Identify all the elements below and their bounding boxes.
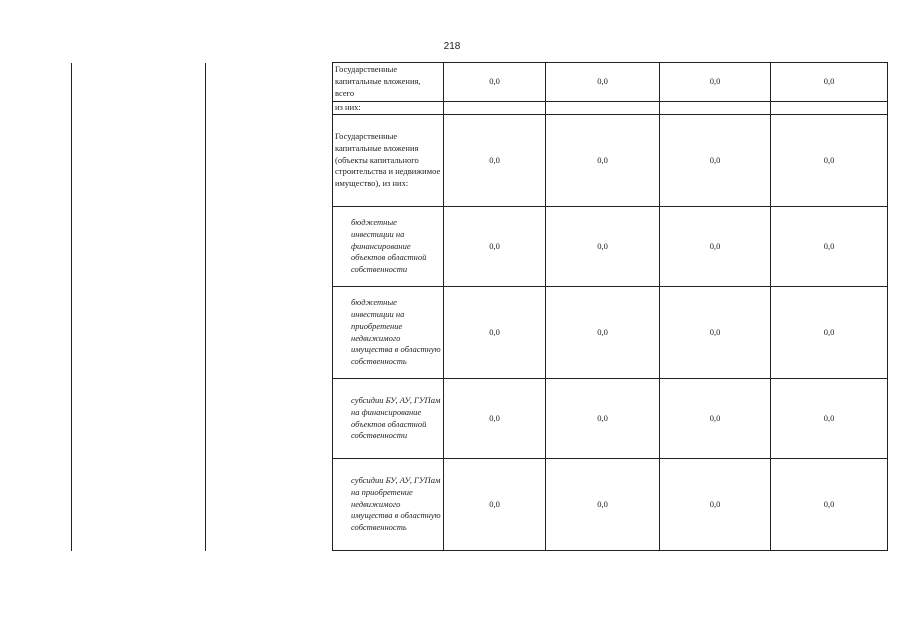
second-column-border (205, 63, 206, 551)
value-cell: 0,0 (771, 207, 888, 287)
table-row (333, 207, 888, 287)
value-cell: 0,0 (444, 459, 546, 551)
table-row (333, 115, 888, 207)
row-label: Государственные капитальные вложения, всего (333, 63, 444, 102)
value-cell: 0,0 (444, 63, 546, 102)
row-label: бюджетные инвестиции на финансирование объектов областной собственности (333, 207, 444, 287)
value-cell: 0,0 (444, 207, 546, 287)
value-cell: 0,0 (546, 115, 660, 207)
value-cell: 0,0 (444, 287, 546, 379)
table-row (333, 63, 888, 102)
value-cell: 0,0 (771, 459, 888, 551)
value-cell (660, 102, 771, 115)
value-cell: 0,0 (660, 287, 771, 379)
table-row (333, 102, 888, 115)
table-row (333, 459, 888, 551)
value-cell: 0,0 (546, 287, 660, 379)
value-cell: 0,0 (546, 63, 660, 102)
table-row (333, 287, 888, 379)
value-cell: 0,0 (546, 207, 660, 287)
value-cell (444, 102, 546, 115)
row-label: субсидии БУ, АУ, ГУПам на приобретение недвижимого имущества в областную собственность (333, 459, 444, 551)
value-cell (546, 102, 660, 115)
value-cell: 0,0 (660, 63, 771, 102)
value-cell: 0,0 (660, 115, 771, 207)
value-cell: 0,0 (771, 63, 888, 102)
page-number: 218 (443, 41, 461, 52)
row-label: из них: (333, 102, 444, 115)
value-cell: 0,0 (771, 115, 888, 207)
value-cell: 0,0 (444, 115, 546, 207)
table-body (333, 63, 888, 551)
row-label: субсидии БУ, АУ, ГУПам на финансирование объектов областной собственности (333, 379, 444, 459)
value-cell: 0,0 (660, 207, 771, 287)
left-column-border (71, 63, 72, 551)
value-cell: 0,0 (660, 459, 771, 551)
capital-investment-table (332, 62, 888, 551)
value-cell: 0,0 (771, 379, 888, 459)
value-cell: 0,0 (660, 379, 771, 459)
value-cell (771, 102, 888, 115)
value-cell: 0,0 (771, 287, 888, 379)
value-cell: 0,0 (444, 379, 546, 459)
table-row (333, 379, 888, 459)
row-label: Государственные капитальные вложения (объекты капитального строительства и недвижимое имущество), из них: (333, 115, 444, 207)
row-label: бюджетные инвестиции на приобретение недвижимого имущества в областную собственность (333, 287, 444, 379)
value-cell: 0,0 (546, 459, 660, 551)
value-cell: 0,0 (546, 379, 660, 459)
